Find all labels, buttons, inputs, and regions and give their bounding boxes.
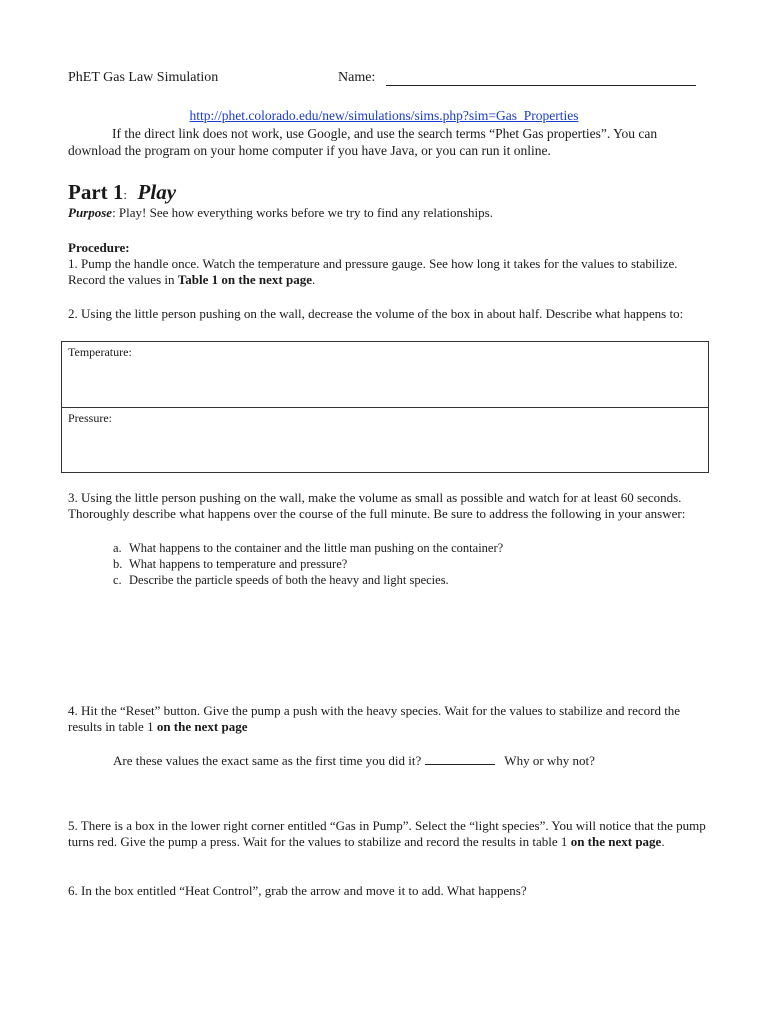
part1-label: Part 1 bbox=[68, 180, 124, 204]
step1-bold: Table 1 on the next page bbox=[177, 272, 312, 287]
pressure-label: Pressure: bbox=[68, 411, 112, 425]
step3-item-b bbox=[113, 556, 347, 572]
step4-bold: on the next page bbox=[156, 719, 248, 734]
step4-question: Are these values the exact same as the first time you did it? bbox=[113, 753, 422, 768]
step3-item-b-text: What happens to temperature and pressure? bbox=[129, 557, 348, 571]
step-1 bbox=[68, 256, 708, 288]
part1-title: Play bbox=[137, 180, 177, 204]
step5-text: 5. There is a box in the lower right corner entitled “Gas in Pump”. Select the “light species”. You will notice that the pump turns red. Give the pump a press. Wait for the values to stabilize and record the results in table 1 bbox=[68, 818, 706, 849]
step3-item-a-letter: a. bbox=[113, 541, 122, 555]
step4-question-line bbox=[113, 752, 713, 769]
purpose-text: : Play! See how everything works before we try to find any relationships. bbox=[112, 205, 493, 220]
temperature-answer-area[interactable] bbox=[62, 342, 708, 407]
pressure-answer-area[interactable] bbox=[62, 407, 708, 473]
step-6: 6. In the box entitled “Heat Control”, grab the arrow and move it to add. What happens? bbox=[68, 883, 527, 898]
purpose-label: Purpose bbox=[68, 205, 113, 220]
step-4 bbox=[68, 703, 708, 735]
step-2: 2. Using the little person pushing on the wall, decrease the volume of the box in about half. Describe what happens to: bbox=[68, 306, 684, 321]
step1-end: . bbox=[311, 272, 316, 287]
step3-item-c bbox=[113, 572, 449, 588]
step5-end: . bbox=[661, 834, 665, 849]
step3-item-a-text: What happens to the container and the little man pushing on the container? bbox=[129, 541, 504, 555]
step3-item-b-letter: b. bbox=[113, 557, 123, 571]
step4-answer-blank[interactable] bbox=[425, 752, 495, 765]
step4-why: Why or why not? bbox=[504, 753, 595, 768]
step3-item-a bbox=[113, 540, 503, 556]
purpose-line bbox=[68, 205, 493, 221]
temperature-label: Temperature: bbox=[68, 345, 132, 359]
name-blank-line bbox=[386, 85, 696, 86]
part1-colon: : bbox=[123, 187, 128, 202]
step3-item-c-letter: c. bbox=[113, 573, 122, 587]
step-3: 3. Using the little person pushing on the wall, make the volume as small as possible and watch for at least 60 seconds. Thoroughly describe what happens over the course of the full minute. Be sure to address the following in your answer: bbox=[68, 490, 686, 521]
part1-heading bbox=[68, 180, 176, 207]
answer-box bbox=[61, 341, 709, 473]
step4-text: 4. Hit the “Reset” button. Give the pump a push with the heavy species. Wait for the values to stabilize and record the results in table 1 bbox=[68, 703, 681, 734]
name-label: Name: bbox=[338, 70, 376, 85]
worksheet-title: PhET Gas Law Simulation bbox=[68, 70, 219, 85]
step3-item-c-text: Describe the particle speeds of both the heavy and light species. bbox=[129, 573, 449, 587]
step1-text: 1. Pump the handle once. Watch the temperature and pressure gauge. See how long it takes for the values to stabilize. Record the values in bbox=[68, 256, 678, 287]
step5-bold: on the next page bbox=[570, 834, 662, 849]
simulation-link[interactable]: http://phet.colorado.edu/new/simulations/sims.php?sim=Gas_Properties bbox=[189, 108, 579, 123]
procedure-label: Procedure: bbox=[68, 240, 130, 255]
link-instructions: If the direct link does not work, use Google, and use the search terms “Phet Gas properties”. You can download the program on your home computer if you have Java, or you can run it online. bbox=[68, 126, 658, 158]
step-5 bbox=[68, 818, 708, 850]
